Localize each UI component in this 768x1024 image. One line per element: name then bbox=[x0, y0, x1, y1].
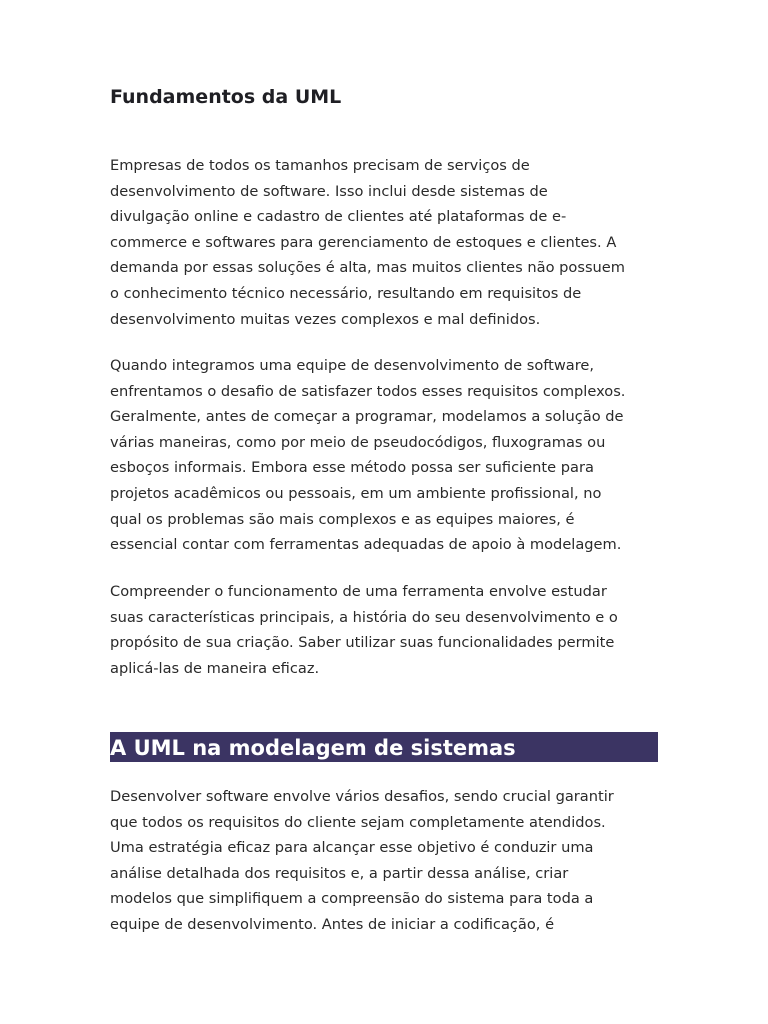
paragraph-line: commerce e softwares para gerenciamento de estoques e clientes. A bbox=[110, 233, 617, 251]
paragraph-line: qual os problemas são mais complexos e as equipes maiores, é bbox=[110, 510, 575, 528]
paragraph-line: divulgação online e cadastro de clientes até plataformas de e- bbox=[110, 208, 567, 226]
paragraph-line: equipe de desenvolvimento. Antes de iniciar a codificação, é bbox=[110, 915, 555, 933]
paragraph-tool bbox=[110, 579, 618, 681]
paragraph-line: o conhecimento técnico necessário, resultando em requisitos de bbox=[110, 284, 582, 302]
paragraph-line: Uma estratégia eficaz para alcançar esse objetivo é conduzir uma bbox=[110, 839, 594, 857]
page-title: Fundamentos da UML bbox=[110, 86, 342, 108]
paragraph-line: esboços informais. Embora esse método possa ser suficiente para bbox=[110, 459, 594, 477]
paragraph-line: demanda por essas soluções é alta, mas muitos clientes não possuem bbox=[110, 259, 625, 277]
paragraph-line: propósito de sua criação. Saber utilizar suas funcionalidades permite bbox=[110, 634, 615, 652]
paragraph-line: aplicá-las de maneira eficaz. bbox=[110, 659, 320, 677]
paragraph-line: desenvolvimento muitas vezes complexos e mal definidos. bbox=[110, 310, 541, 328]
paragraph-line: Empresas de todos os tamanhos precisam de serviços de bbox=[110, 157, 530, 174]
paragraph-line: várias maneiras, como por meio de pseudocódigos, fluxogramas ou bbox=[110, 433, 606, 451]
paragraph-line: Quando integramos uma equipe de desenvolvimento de software, bbox=[110, 357, 595, 374]
paragraph-section bbox=[110, 784, 614, 938]
paragraph-line: Geralmente, antes de começar a programar, modelamos a solução de bbox=[110, 408, 624, 426]
paragraph-line: desenvolvimento de software. Isso inclui desde sistemas de bbox=[110, 182, 548, 200]
paragraph-line: Desenvolver software envolve vários desafios, sendo crucial garantir bbox=[110, 788, 614, 805]
paragraph-line: suas características principais, a história do seu desenvolvimento e o bbox=[110, 608, 618, 626]
paragraph-line: que todos os requisitos do cliente sejam completamente atendidos. bbox=[110, 813, 606, 831]
paragraph-team bbox=[110, 353, 625, 558]
paragraph-line: análise detalhada dos requisitos e, a partir dessa análise, criar bbox=[110, 864, 569, 882]
paragraph-line: enfrentamos o desafio de satisfazer todos esses requisitos complexos. bbox=[110, 382, 626, 400]
paragraph-line: modelos que simplifiquem a compreensão do sistema para toda a bbox=[110, 890, 594, 908]
paragraph-line: projetos acadêmicos ou pessoais, em um ambiente profissional, no bbox=[110, 484, 602, 502]
paragraph-line: Compreender o funcionamento de uma ferramenta envolve estudar bbox=[110, 583, 607, 600]
paragraph-line: essencial contar com ferramentas adequadas de apoio à modelagem. bbox=[110, 536, 622, 554]
section-heading: A UML na modelagem de sistemas bbox=[110, 732, 658, 762]
paragraph-intro bbox=[110, 153, 625, 332]
